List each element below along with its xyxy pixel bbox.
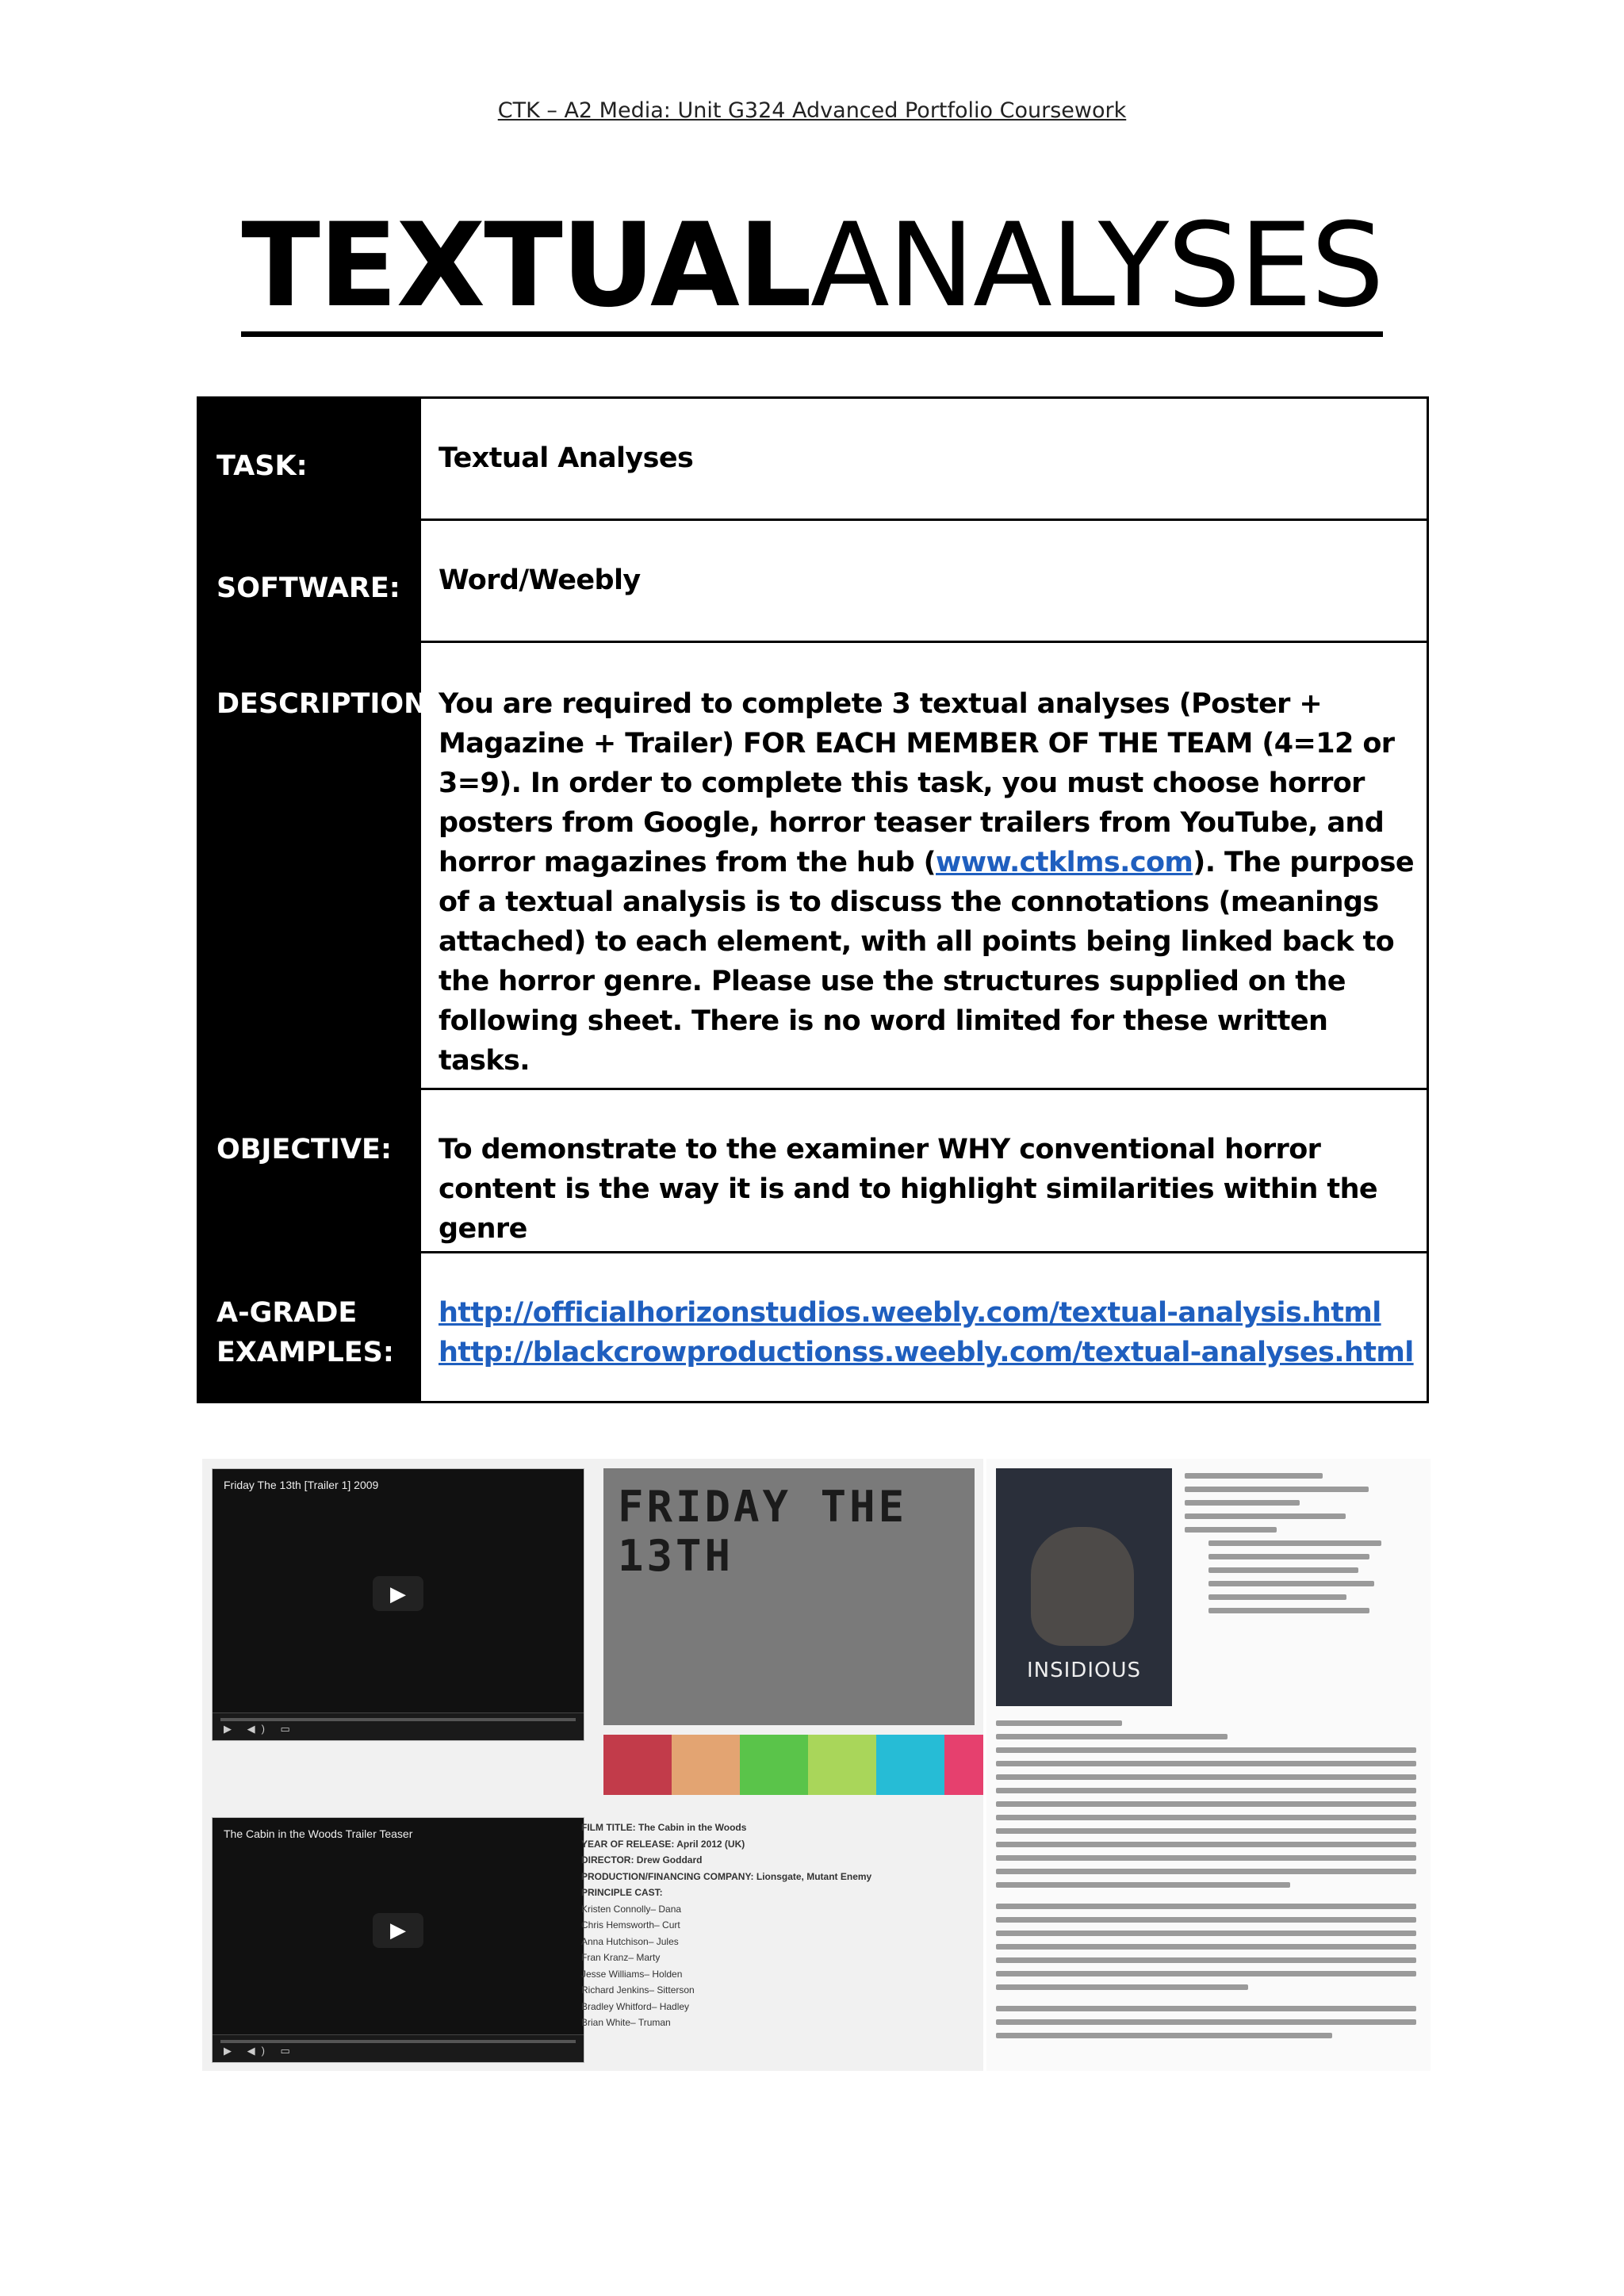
film-info-line: DIRECTOR: Drew Goddard (581, 1854, 703, 1866)
video-controls: ▶ ◀) ▭ (213, 1712, 584, 1740)
film-info-line: PRINCIPLE CAST: (581, 1887, 663, 1898)
film-info-line: Bradley Whitford– Hadley (581, 2000, 690, 2012)
film-info-line: Anna Hutchison– Jules (581, 1935, 679, 1947)
play-icon[interactable]: ▶ (373, 1576, 423, 1611)
film-info-line: Chris Hemsworth– Curt (581, 1919, 680, 1931)
palette-swatch-4 (808, 1735, 876, 1795)
poster-title: INSIDIOUS (1027, 1659, 1141, 1682)
film-info-list (581, 1820, 871, 2031)
film-info-line: FILM TITLE: The Cabin in the Woods (581, 1822, 747, 1833)
title-bold: TEXTUAL (241, 198, 810, 333)
analysis-text-lines (1185, 1473, 1415, 1621)
software-label: SOFTWARE: (199, 521, 421, 641)
video-title: The Cabin in the Woods Trailer Teaser (224, 1827, 413, 1840)
task-table (197, 396, 1429, 1403)
palette-swatch-1 (603, 1735, 672, 1795)
task-label: TASK: (199, 399, 421, 519)
friday-blurb (618, 1587, 935, 1601)
analysis-paragraphs (996, 1720, 1416, 2046)
friday-poster-panel (603, 1468, 975, 1725)
objective-value: To demonstrate to the examiner WHY conventional horror content is the way it is and to highlight similarities within the genre (439, 1134, 1378, 1245)
insidious-poster (996, 1468, 1172, 1706)
video-title: Friday The 13th [Trailer 1] 2009 (224, 1479, 379, 1491)
table-row-objective (199, 1088, 1427, 1251)
examples-label: A-GRADE EXAMPLES: (199, 1253, 421, 1401)
example-link-2[interactable]: http://blackcrowproductionss.weebly.com/textual-analyses.html (439, 1337, 1414, 1368)
film-info-line: Fran Kranz– Marty (581, 1952, 661, 1963)
poster-face (1031, 1527, 1134, 1646)
examples-value (421, 1253, 1427, 1401)
example-link-1[interactable]: http://officialhorizonstudios.weebly.com/textual-analysis.html (439, 1297, 1381, 1329)
description-text-after: ). The purpose of a textual analysis is to discuss the connotations (meanings attached) to each element, with all points being linked back to the horror genre. Please use the structures supplied on the following sheet. There is no word limited for these written tasks. (439, 847, 1414, 1077)
video-controls: ▶ ◀) ▭ (213, 2034, 584, 2062)
palette-swatch-5 (876, 1735, 944, 1795)
ctklms-link[interactable]: www.ctklms.com (936, 847, 1193, 878)
insidious-analysis-panel (983, 1459, 1431, 2071)
video-thumbnail-cabin[interactable] (212, 1817, 584, 2063)
description-text-before: You are required to complete 3 textual analyses (Poster + Magazine + Trailer) FOR EACH MEMBER OF THE TEAM (4=12 or 3=9). In order to complete this task, you must choose horror posters from Google, horror teaser trailers from YouTube, and horror magazines from the hub ( (439, 688, 1395, 878)
document-header: CTK – A2 Media: Unit G324 Advanced Portfolio Coursework (497, 98, 1127, 123)
palette-swatch-3 (740, 1735, 808, 1795)
table-row-examples (199, 1251, 1427, 1401)
software-value: Word/Weebly (439, 564, 641, 596)
film-info-line: YEAR OF RELEASE: April 2012 (UK) (581, 1838, 745, 1850)
title-regular: ANALYSES (810, 198, 1383, 333)
film-info-line: PRODUCTION/FINANCING COMPANY: Lionsgate, Mutant Enemy (581, 1870, 872, 1882)
table-row-task (199, 399, 1427, 519)
table-row-software (199, 519, 1427, 641)
friday-title: FRIDAY THE 13TH (618, 1482, 908, 1581)
film-info-line: Kristen Connolly– Dana (581, 1903, 682, 1915)
film-info-line: Richard Jenkins– Sitterson (581, 1984, 695, 1996)
objective-label: OBJECTIVE: (199, 1090, 421, 1251)
film-info-line: Jesse Williams– Holden (581, 1968, 683, 1980)
task-value: Textual Analyses (439, 442, 694, 474)
palette-swatch-2 (672, 1735, 740, 1795)
video-thumbnail-friday[interactable] (212, 1468, 584, 1741)
description-value (421, 643, 1427, 1088)
description-label: DESCRIPTION: (199, 643, 421, 1088)
film-info-line: Brian White– Truman (581, 2017, 671, 2028)
play-icon[interactable]: ▶ (373, 1913, 423, 1948)
table-row-description (199, 641, 1427, 1088)
page-title (0, 198, 1624, 337)
example-collage-image (202, 1459, 1427, 2071)
